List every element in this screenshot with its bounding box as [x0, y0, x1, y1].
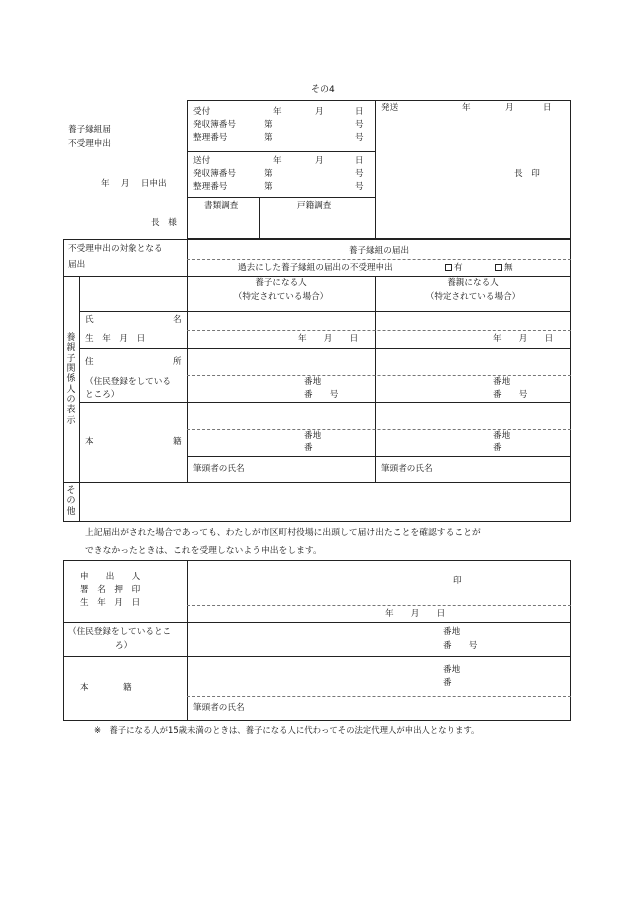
child-honseki-banchi[interactable]: 番地 — [304, 431, 322, 441]
checkbox-icon — [495, 264, 502, 271]
applicant-seal[interactable]: 印 — [453, 576, 462, 586]
shorui-chosa: 書類調査 — [204, 201, 239, 211]
sonota-label: その他 — [66, 486, 76, 517]
row-mei: 名 — [173, 315, 182, 325]
child-birthdate[interactable]: 年 月 日 — [298, 334, 359, 344]
statement-line2: できなかったときは、これを受理しないよう申出をします。 — [85, 546, 322, 556]
col-parent-line2: （特定されている場合） — [425, 292, 521, 302]
applicant-date[interactable]: 年 月 日 — [385, 609, 446, 619]
hakkyu-number-label: 発収簿番号 — [193, 120, 236, 130]
subject-label2: 届出 — [68, 260, 86, 270]
col-parent-line1: 養親になる人 — [447, 278, 499, 288]
child-hittousha[interactable]: 筆頭者の氏名 — [193, 464, 245, 474]
sent-label: 送付 — [193, 156, 211, 166]
subject-label1: 不受理申出の対象となる — [68, 244, 163, 254]
past-yes-checkbox[interactable]: 有 — [445, 264, 463, 273]
applicant-address-banchi[interactable]: 番地 — [443, 627, 461, 637]
cho-in: 長 印 — [514, 169, 540, 179]
request-date: 年 月 日申出 — [101, 179, 167, 189]
received-label: 受付 — [193, 107, 211, 117]
col-child-line2: （特定されている場合） — [233, 292, 329, 302]
subject-value: 養子縁組の届出 — [348, 246, 410, 256]
parent-hittousha[interactable]: 筆頭者の氏名 — [381, 464, 433, 474]
child-address-banchi[interactable]: 番地 — [304, 377, 322, 387]
parent-honseki-banchi[interactable]: 番地 — [493, 431, 511, 441]
applicant-line1: 申 出 人 — [80, 572, 141, 582]
checkbox-icon — [445, 264, 452, 271]
form-title-line1: 養子縁組届 — [68, 125, 111, 135]
section-vertical-label: 養親子関係人の表示 — [66, 333, 76, 426]
applicant-hittousha[interactable]: 筆頭者の氏名 — [193, 703, 245, 713]
row-shi: 氏 — [85, 315, 94, 325]
footnote: ※ 養子になる人が15歳未満のときは、養子になる人に代わってその法定代理人が申出人となります。 — [94, 725, 480, 735]
past-request-text: 過去にした養子縁組の届出の不受理申出 — [238, 263, 393, 273]
statement-line1: 上記届出がされた場合であっても、わたしが市区町村役場に出頭して届け出たことを確認することが — [85, 528, 481, 538]
applicant-honseki: 本 籍 — [80, 683, 132, 693]
col-child-line1: 養子になる人 — [255, 278, 307, 288]
sonota-field[interactable] — [80, 483, 570, 521]
seiri-number-label: 整理番号 — [193, 133, 228, 143]
applicant-honseki-banchi[interactable]: 番地 — [443, 665, 461, 675]
koseki-chosa: 戸籍調査 — [297, 201, 332, 211]
page-label: その4 — [311, 85, 335, 95]
past-no-checkbox[interactable]: 無 — [495, 264, 513, 273]
applicant-line3: 生 年 月 日 — [80, 598, 141, 608]
parent-birthdate[interactable]: 年 月 日 — [493, 334, 554, 344]
parent-address-banchi[interactable]: 番地 — [493, 377, 511, 387]
form-title-line2: 不受理申出 — [68, 139, 111, 149]
page: その4 養子縁組届 不受理申出 年 月 日申出 長 様 受付 年 月 日 発収簿番号 第 号 整理番号 第 号 送付 年 月 日 発収簿番号 第 号 整理番号 第 号 書類調査 戸籍調査 発送 年 月 日 長 印 不受理申出の対象となる 届出 養子縁組の届出 過去にした養子縁組の届出の不受理申出 有 無 養親子関係人の表示 養子になる人 （特定されている場合） 養親になる人 （特定されている場合） 氏 名 生 年 月 日 年 月 日 年 月 日 住 所 （住民登録をしている ところ） 番地 番 号 番地 番 号 本 籍 番地 番 番地 番 筆頭者の氏名 筆頭者の氏名 その他 上記届出がされた場合であっても、わたしが市区町村役場に出頭して届け出たことを確認することが できなかったときは、これを受理しないよう申出をします。 申 出 人 署 名 押 印 生 年 月 日 印 年 月 日 （住民登録をしているとこ ろ） 番地 番 号 本 籍 番地 番 筆頭者の氏名 ※ 養子になる人が15歳未満のときは、養子になる人に代わってその法定代理人が申出人となります。 — [0, 0, 630, 915]
addressee: 長 様 — [151, 218, 177, 228]
applicant-line2: 署 名 押 印 — [80, 585, 141, 595]
row-birth: 生 年 月 日 — [85, 334, 146, 344]
hassou-label: 発送 — [381, 103, 399, 113]
